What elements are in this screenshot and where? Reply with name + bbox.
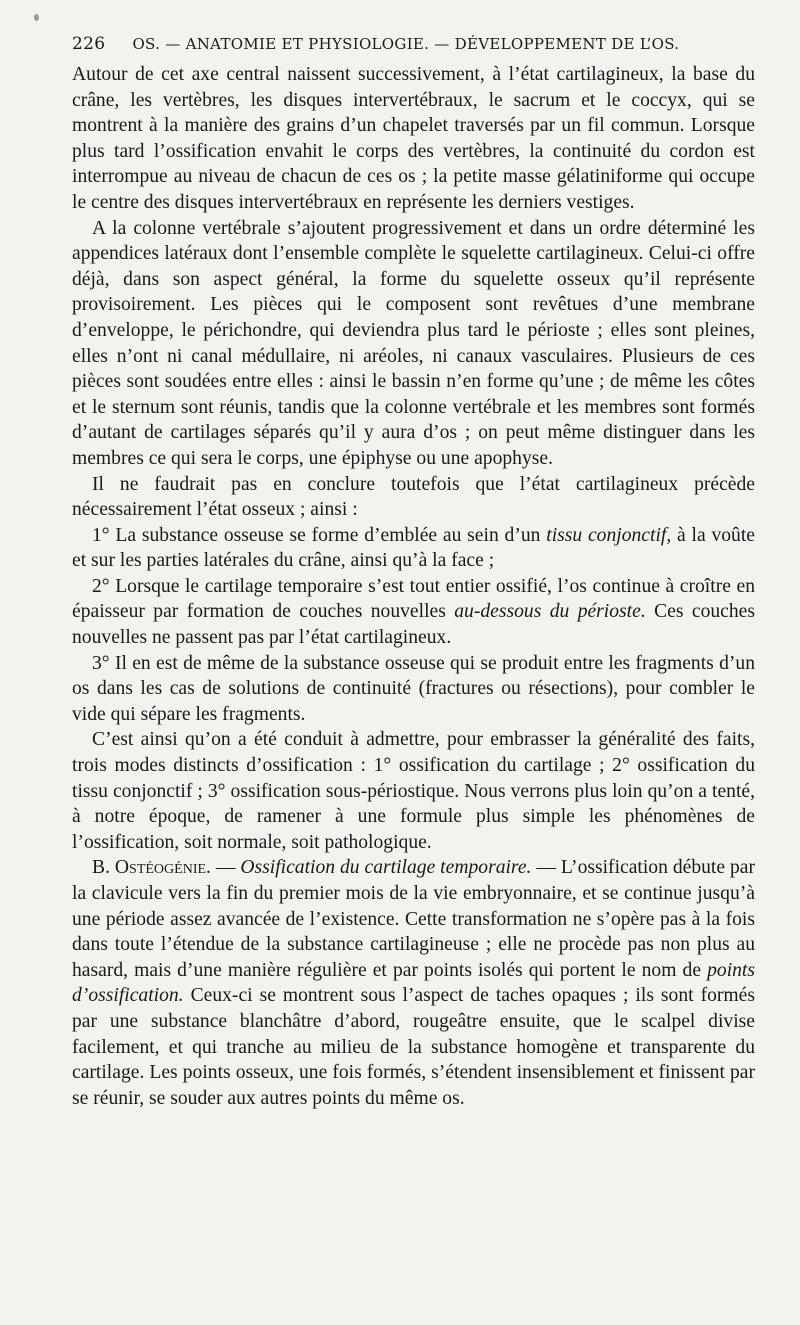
paragraph-7: C’est ainsi qu’on a été conduit à admettre, pour embrasser la généralité des faits, trois modes distincts d’ossification : 1° ossification du cartilage ; 2° ossification du tissu conjonctif ; 3° ossification sous-périostique. Nous verrons plus loin qu’on a tenté, à notre époque, de ramener à une formule plus simple les phénomènes de l’ossification, soit normale, soit pathologique.	[72, 729, 755, 853]
paragraph-4-italic: tissu conjonctif,	[546, 524, 672, 546]
paragraph-4	[72, 523, 755, 574]
paragraph-1: Autour de cet axe central naissent successivement, à l’état cartilagineux, la base du crâne, les vertèbres, les disques intervertébraux, le sacrum et le coccyx, qui se montrent à la manière des grains d’un chapelet traversés par un fil commun. Lorsque plus tard l’ossification envahit le corps des vertèbres, la continuité du cordon est interrompue au niveau de chacun de ces os ; la petite masse gélatiniforme qui occupe le centre des disques intervertébraux en représente les derniers vestiges.	[72, 64, 755, 213]
paragraph-5-text-b: Ces couches nouvelles ne passent pas par l’état cartilagineux.	[72, 601, 755, 649]
subsection-heading: Ossification du cartilage temporaire.	[240, 857, 532, 879]
section-heading-osteogenie: Ostéogénie.	[114, 857, 211, 879]
body-text	[72, 62, 755, 1111]
paragraph-3: Il ne faudrait pas en conclure toutefois que l’état cartilagineux précède nécessairement l’état osseux ; ainsi :	[72, 473, 755, 521]
term-points-ossification: points d’ossification.	[72, 959, 755, 1007]
running-title: OS. — ANATOMIE ET PHYSIOLOGIE. — DÉVELOPPEMENT DE L’OS.	[132, 35, 680, 53]
paragraph-8	[72, 855, 755, 1111]
paragraph-8-dash: —	[210, 857, 241, 879]
paragraph-4-text-b: à la voûte et sur les parties latérales du crâne, ainsi qu’à la face ;	[72, 524, 755, 572]
running-header	[72, 34, 762, 54]
paragraph-8-lead: B.	[92, 857, 115, 879]
paragraph-5	[72, 574, 755, 651]
paragraph-5-italic: au-dessous du périoste.	[454, 601, 646, 623]
margin-dot	[34, 14, 39, 21]
paragraph-8-text-b: — L’ossification débute par la clavicule vers la fin du premier mois de la vie embryonnaire, et se continue jusqu’à une période assez avancée de l’existence. Cette transformation ne s’opère pas à la fois dans toute l’étendue de la substance cartilagineuse ; elle ne procède pas non plus au hasard, mais d’une manière régulière et par points isolés qui portent le nom de	[72, 857, 755, 981]
paragraph-5-text-a: 2° Lorsque le cartilage temporaire s’est tout entier ossifié, l’os continue à croître en épaisseur par formation de couches nouvelles	[72, 575, 755, 623]
page-number: 226	[72, 34, 106, 54]
paragraph-2: A la colonne vertébrale s’ajoutent progressivement et dans un ordre déterminé les appendices latéraux dont l’ensemble complète le squelette cartilagineux. Celui-ci offre déjà, dans son aspect général, la forme du squelette osseux qu’il représente provisoirement. Les pièces qui le composent sont revêtues d’une membrane d’enveloppe, le périchondre, qui deviendra plus tard le périoste ; elles sont pleines, elles n’ont ni canal médullaire, ni aréoles, ni canaux vasculaires. Plusieurs de ces pièces sont soudées entre elles : ainsi le bassin n’en forme qu’une ; de même les côtes et le sternum sont réunis, tandis que la colonne vertébrale et les membres sont formés d’autant de cartilages séparés qu’il y aura d’os ; on peut même distinguer dans les membres ce qui sera le corps, une épiphyse ou une apophyse.	[72, 217, 755, 469]
paragraph-8-text-c: Ceux-ci se montrent sous l’aspect de taches opaques ; ils sont formés par une substance blanchâtre d’abord, rougeâtre ensuite, que le scalpel divise facilement, et qui tranche au milieu de la substance homogène et transparente du cartilage. Les points osseux, une fois formés, s’étendent insensiblement et finissent par se réunir, se souder aux autres points du même os.	[72, 985, 755, 1109]
paragraph-4-text-a: 1° La substance osseuse se forme d’emblée au sein d’un	[92, 524, 547, 546]
paragraph-6: 3° Il en est de même de la substance osseuse qui se produit entre les fragments d’un os dans les cas de solutions de continuité (fractures ou résections), pour combler le vide qui sépare les fragments.	[72, 652, 755, 725]
